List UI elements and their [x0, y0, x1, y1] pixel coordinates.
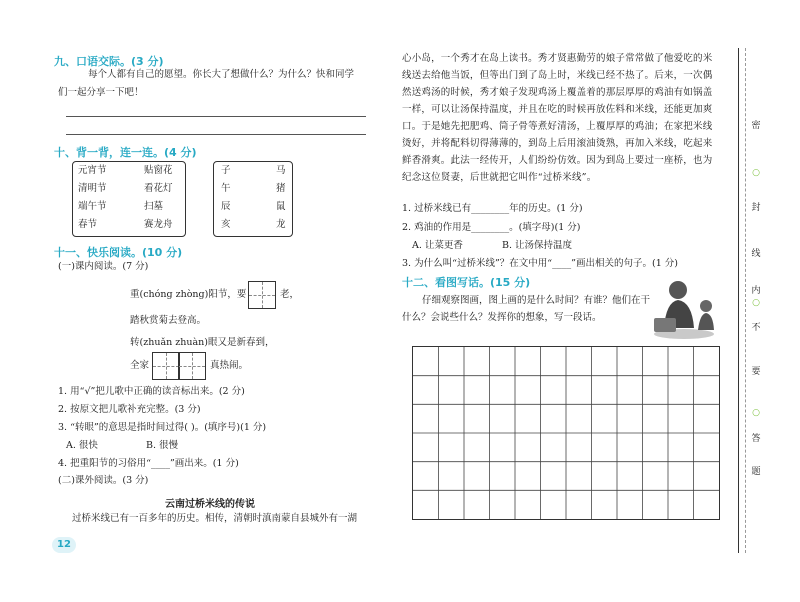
subsection-1-title: (一)课内阅读。(7 分): [58, 261, 149, 272]
seal-char: 答: [751, 434, 761, 444]
section-9-title: 九、口语交际。(3 分): [54, 55, 164, 68]
answer-line-1[interactable]: [66, 116, 366, 117]
custom-item[interactable]: 看花灯: [144, 183, 173, 194]
poem-line-3: 转(zhuǎn zhuàn)眼又是新春到，: [130, 337, 275, 348]
char-write-box[interactable]: [248, 281, 276, 309]
branch-item[interactable]: 亥: [221, 219, 231, 230]
seal-line-strip: [742, 50, 770, 555]
story-title: 云南过桥米线的传说: [165, 499, 255, 510]
seal-dot: ○: [752, 298, 760, 308]
seal-char: 内: [751, 286, 761, 296]
custom-item[interactable]: 赛龙舟: [144, 219, 173, 230]
question-4: 4. 把重阳节的习俗用“____”画出来。(1 分): [58, 458, 239, 469]
illustration-image: [650, 276, 718, 340]
seal-dot: ○: [752, 408, 760, 418]
seal-char: 封: [751, 203, 761, 213]
festival-item[interactable]: 元宵节: [78, 165, 107, 176]
section-12-title: 十二、看图写话。(15 分): [402, 276, 531, 289]
animal-item[interactable]: 鼠: [276, 201, 286, 212]
animal-item[interactable]: 龙: [276, 219, 286, 230]
char-write-box[interactable]: [178, 352, 206, 380]
story-line-1: 过桥米线已有一百多年的历史。相传，清朝时滇南蒙自县城外有一湖: [72, 513, 358, 524]
festival-item[interactable]: 春节: [78, 219, 98, 230]
seal-char: 题: [751, 467, 761, 477]
section-9-text-1: 每个人都有自己的愿望。你长大了想做什么？为什么？快和同学: [88, 69, 355, 80]
section-9-text-2: 们一起分享一下吧！: [58, 87, 144, 98]
branch-item[interactable]: 午: [221, 183, 231, 194]
reading-option-a[interactable]: A. 让菜更香: [412, 240, 463, 251]
festival-item[interactable]: 端午节: [78, 201, 107, 212]
custom-item[interactable]: 贴窗花: [144, 165, 173, 176]
writing-grid[interactable]: [412, 346, 720, 520]
poem-line-1b: 老，: [280, 289, 300, 300]
reading-question-2: 2. 鸡油的作用是________。(填字母)(1 分): [402, 222, 581, 233]
question-2: 2. 按原文把儿歌补充完整。(3 分): [58, 404, 201, 415]
seal-char: 密: [751, 121, 761, 131]
subsection-2-title: (二)课外阅读。(3 分): [58, 475, 149, 486]
section-11-title: 十一、快乐阅读。(10 分): [54, 246, 183, 259]
animal-item[interactable]: 猪: [276, 183, 286, 194]
reading-question-3: 3. 为什么叫“过桥米线”？在文中用“____”画出相关的句子。(1 分): [402, 258, 678, 269]
branch-item[interactable]: 辰: [221, 201, 231, 212]
side-divider-line: [738, 48, 739, 553]
question-3: 3. “转眼”的意思是指时间过得( )。(填序号)(1 分): [58, 422, 267, 433]
reading-question-1: 1. 过桥米线已有________年的历史。(1 分): [402, 203, 583, 214]
custom-item[interactable]: 扫墓: [144, 201, 164, 212]
seal-dot: ○: [752, 168, 760, 178]
section-10-title: 十、背一背，连一连。(4 分): [54, 146, 197, 159]
option-a[interactable]: A. 很快: [66, 440, 98, 451]
poem-line-1a: 重(chóng zhòng)阳节，要: [130, 289, 247, 300]
section-12-text: 仔细观察图画，图上画的是什么时间？有谁？他们在干什么？会说些什么？发挥你的想象，写一段话。: [402, 295, 651, 323]
poem-line-4a: 全家: [130, 360, 150, 371]
page-number: 12: [52, 537, 76, 553]
seal-char: 线: [751, 249, 761, 259]
story-text: 心小岛，一个秀才在岛上读书。秀才贤惠勤劳的娘子常常做了他爱吃的米线送去给他当饭，但等出门到了岛上时，米线已经不热了。后来，一次偶然送鸡汤的时候，秀才娘子发现鸡汤上覆盖着的那层厚厚的鸡油有如锅盖一样，可以让汤保持温度，并且在吃的时候再放佐料和米线，还能更加爽口。于是她先把肥鸡、筒子骨等煮好清汤，上覆厚厚的鸡油；在家把米线烫好，并将配料切得薄薄的，到岛上后用滚油烫熟，再加入米线，吃起来鲜香滑爽。此法一经传开，人们纷纷仿效。因为到岛上要过一座桥，也为纪念这位贤妻，后世就把它叫作“过桥米线”。: [402, 53, 713, 183]
branch-item[interactable]: 子: [221, 165, 231, 176]
poem-line-2: 踏秋赏菊去登高。: [130, 315, 207, 326]
seal-char: 要: [751, 367, 761, 377]
answer-line-2[interactable]: [66, 134, 366, 135]
animal-item[interactable]: 马: [276, 165, 286, 176]
festival-item[interactable]: 清明节: [78, 183, 107, 194]
poem-line-4b: 真热闹。: [210, 360, 249, 371]
question-1: 1. 用“√”把儿歌中正确的读音标出来。(2 分): [58, 386, 245, 397]
char-write-box[interactable]: [152, 352, 180, 380]
option-b[interactable]: B. 很慢: [146, 440, 179, 451]
reading-option-b[interactable]: B. 让汤保持温度: [502, 240, 573, 251]
seal-char: 不: [751, 323, 761, 333]
